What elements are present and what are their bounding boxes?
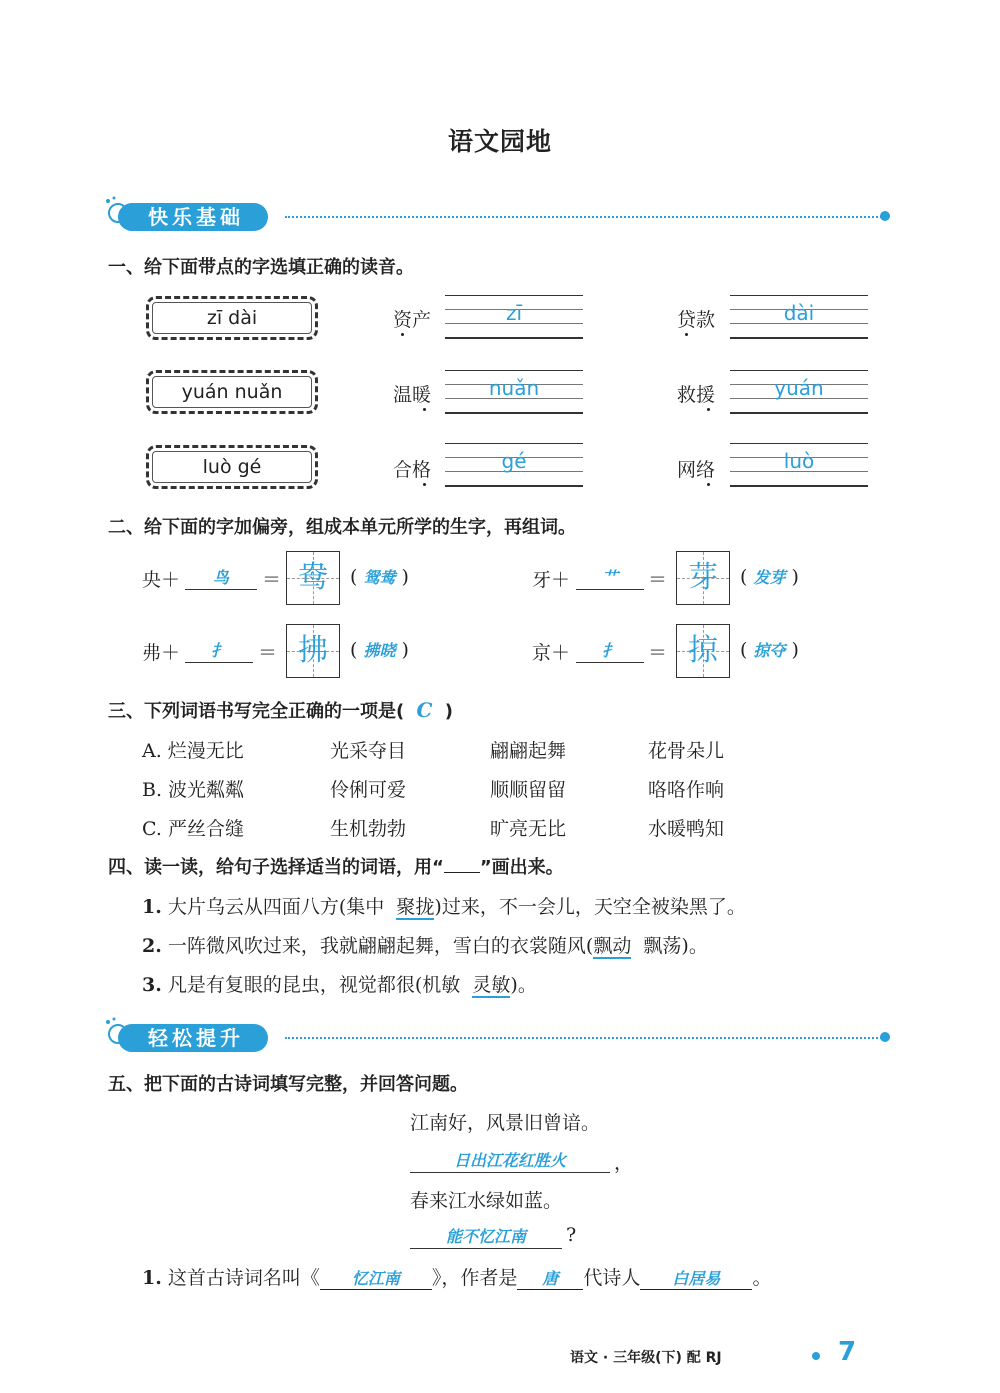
q4-sentence-1: 1. 大片乌云从四面八方(集中 聚拢)过来，不一会儿，天空全被染黑了。 [142, 896, 746, 918]
option-c-word: 旷亮无比 [490, 818, 567, 840]
equals-sign: ＝ [262, 569, 282, 591]
radical-blank[interactable]: 扌 [185, 638, 253, 663]
q2-base-char: 京＋ [532, 642, 571, 664]
divider-end-dot [880, 1032, 890, 1042]
dotted-divider [285, 216, 885, 218]
char-grid[interactable] [676, 624, 730, 678]
q1-word: 救援 [677, 380, 715, 407]
q4-sentence-2: 2. 一阵微风吹过来，我就翩翩起舞，雪白的衣裳随风(飘动 飘荡)。 [142, 935, 708, 957]
option-c: C. 严丝合缝 [142, 818, 244, 840]
written-char: 鸯 [298, 560, 328, 595]
page-number: 7 [838, 1337, 857, 1367]
poem-fill-1[interactable]: 日出江花红胜火 [410, 1148, 610, 1173]
poem-title-blank[interactable]: 忆江南 [320, 1266, 432, 1290]
q5-sub-1: 1. 这首古诗词名叫《 忆江南 》，作者是 唐 代诗人 白居易 。 [142, 1267, 772, 1289]
q1-word: 合格 [393, 455, 431, 482]
banner-label: 快乐基础 [118, 203, 268, 231]
option-c-word: 水暖鸭知 [648, 818, 725, 840]
divider-end-dot [880, 211, 890, 221]
q5-heading: 五、把下面的古诗词填写完整，并回答问题。 [108, 1074, 468, 1095]
radical-blank[interactable]: 鸟 [185, 565, 257, 590]
written-char: 掠 [688, 633, 718, 668]
footer-text: 语文 · 三年级(下) 配 RJ [570, 1350, 722, 1366]
pinyin-answer-lines[interactable] [730, 443, 868, 487]
option-c-word: 生机勃勃 [330, 818, 407, 840]
q1-word: 资产 [393, 305, 431, 332]
char-grid[interactable] [286, 551, 340, 605]
page-title: 语文园地 [447, 127, 552, 156]
equals-sign: ＝ [258, 642, 278, 664]
equals-sign: ＝ [648, 569, 668, 591]
option-b: B. 波光粼粼 [142, 779, 245, 801]
q2-word: ( 鸳鸯 ) [350, 566, 409, 588]
option-a-word: 翩翩起舞 [490, 740, 567, 762]
banner-label: 轻松提升 [118, 1024, 268, 1052]
pinyin-answer: zī [505, 301, 523, 325]
q2-base-char: 牙＋ [532, 569, 571, 591]
selected-word[interactable]: 聚拢 [396, 896, 435, 918]
pinyin-box: zī dài [146, 296, 318, 340]
comma: ， [614, 1152, 634, 1174]
written-char: 芽 [688, 560, 718, 595]
q2-base-char: 央＋ [142, 569, 181, 591]
q1-word: 贷款 [677, 305, 715, 332]
selected-word[interactable]: 灵敏 [472, 974, 511, 996]
section-banner-basic [100, 195, 900, 235]
pinyin-answer: nuǎn [488, 376, 540, 400]
q3-heading: 三、下列词语书写完全正确的一项是( C ) [108, 698, 453, 722]
footer-dot [812, 1352, 820, 1360]
dynasty-blank[interactable]: 唐 [517, 1266, 583, 1290]
written-char: 拂 [298, 633, 328, 668]
dotted-divider [285, 1037, 885, 1039]
option-b-word: 咯咯作响 [648, 779, 725, 801]
q1-word: 温暖 [393, 380, 431, 407]
pinyin-answer-lines[interactable] [445, 295, 583, 339]
radical-blank[interactable]: 艹 [576, 565, 644, 590]
pinyin-box: luò gé [146, 445, 318, 489]
q4-heading: 四、读一读，给句子选择适当的词语，用“ ”画出来。 [108, 857, 564, 878]
q3-answer[interactable]: C [416, 698, 433, 722]
section-banner-advanced [100, 1016, 900, 1056]
pinyin-answer-lines[interactable] [445, 370, 583, 414]
poem-line-3: 春来江水绿如蓝。 [410, 1190, 563, 1212]
option-a-word: 花骨朵儿 [648, 740, 725, 762]
q4-sentence-3: 3. 凡是有复眼的昆虫，视觉都很(机敏 灵敏)。 [142, 974, 537, 996]
option-b-word: 伶俐可爱 [330, 779, 407, 801]
option-a: A. 烂漫无比 [142, 740, 244, 762]
pinyin-answer: dài [783, 301, 815, 325]
pinyin-box: yuán nuǎn [146, 370, 318, 414]
selected-word[interactable]: 飘动 [593, 935, 632, 957]
pinyin-answer-lines[interactable] [445, 443, 583, 487]
poet-blank[interactable]: 白居易 [640, 1266, 752, 1290]
pinyin-answer-lines[interactable] [730, 295, 868, 339]
option-b-word: 顺顺留留 [490, 779, 567, 801]
pinyin-answer: luò [783, 449, 815, 473]
pinyin-answer: yuán [774, 376, 824, 400]
question-mark: ? [566, 1224, 577, 1246]
pinyin-answer-lines[interactable] [730, 370, 868, 414]
q2-word: ( 发芽 ) [740, 566, 799, 588]
q2-heading: 二、给下面的字加偏旁，组成本单元所学的生字，再组词。 [108, 517, 576, 538]
q2-base-char: 弗＋ [142, 642, 181, 664]
q2-word: ( 掠夺 ) [740, 639, 799, 661]
pinyin-answer: gé [501, 449, 527, 473]
equals-sign: ＝ [648, 642, 668, 664]
char-grid[interactable] [676, 551, 730, 605]
poem-line-1: 江南好，风景旧曾谙。 [410, 1112, 601, 1134]
q1-heading: 一、给下面带点的字选填正确的读音。 [108, 257, 414, 278]
char-grid[interactable] [286, 624, 340, 678]
q1-word: 网络 [677, 455, 715, 482]
option-a-word: 光采夺目 [330, 740, 407, 762]
radical-blank[interactable]: 扌 [576, 638, 644, 663]
poem-fill-2[interactable]: 能不忆江南 [410, 1224, 562, 1249]
q2-word: ( 拂晓 ) [350, 639, 409, 661]
